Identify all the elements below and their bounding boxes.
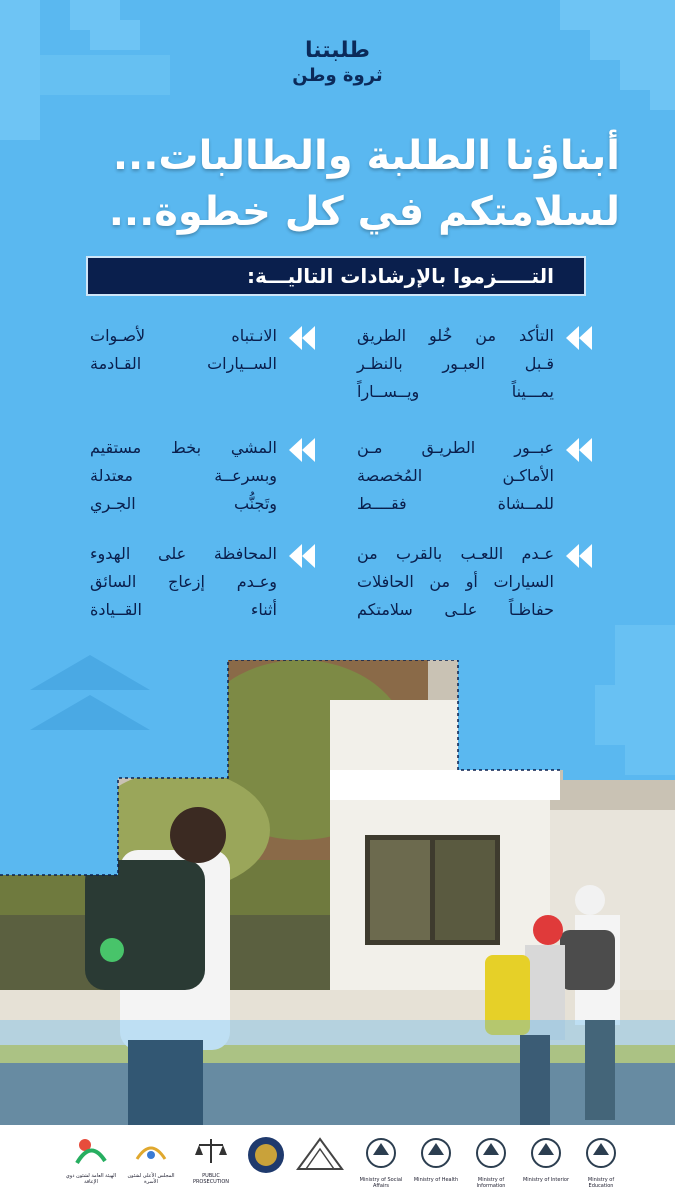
scales-icon [193, 1135, 229, 1167]
tip-right-3 [357, 540, 592, 624]
tip-left-2-line2: وبسرعــة معتدلة [90, 466, 277, 485]
family-council-logo-icon [133, 1135, 169, 1167]
instructions-banner: التـــــزموا بالإرشادات التاليـــة: [88, 258, 584, 294]
sponsor-logos [0, 1125, 675, 1200]
double-arrow-icon [566, 326, 592, 350]
tip-left-1-line1: الانـتباه لأصـوات [90, 326, 277, 345]
headline-line1: أبناؤنا الطلبة والطالبات... [112, 133, 620, 179]
headline [109, 128, 620, 240]
logo-text: Ministry of Interior [522, 1177, 570, 1183]
tip-left-1 [90, 322, 315, 378]
tip-left-2 [90, 434, 315, 518]
headline-line2: لسلامتكم في كل خطوة... [108, 189, 620, 235]
tip-left-3-line1: المحافظة على الهدوء [90, 544, 277, 563]
logo-text: المجلس الأعلى لشئون الأسرة [127, 1173, 175, 1185]
logo-text: PUBLIC PROSECUTION [192, 1173, 230, 1185]
logo-text: Ministry of Health [413, 1177, 459, 1183]
double-arrow-icon [566, 544, 592, 568]
logo-ministry-information [465, 1135, 517, 1191]
logo-text: Ministry of Social Affairs [359, 1177, 403, 1189]
kuwait-emblem-icon [473, 1135, 509, 1171]
tip-right-2-line2: الأماكـن المُخصصة [357, 466, 554, 485]
logo-police [240, 1135, 292, 1191]
logo-ministry-social-affairs [355, 1135, 407, 1191]
logo-disability-affairs [65, 1135, 117, 1191]
tip-left-1-line2: الســيارات القـادمة [90, 354, 277, 373]
tip-right-1-line3: يمـــيناً ويــســاراً [357, 382, 554, 401]
logo-text: الهيئة العامة لشئون ذوي الإعاقة [65, 1173, 117, 1185]
tip-right-2-line1: عبــور الطريـق مـن [357, 438, 554, 457]
tip-right-1-line2: قـبل العبـور بالنظـر [357, 354, 554, 373]
logo-public-prosecution [185, 1135, 237, 1191]
police-badge-icon [246, 1135, 286, 1175]
campaign-logo-line2: ثروة وطن [292, 65, 383, 86]
logo-ministry-education [575, 1135, 627, 1191]
kuwait-emblem-icon [363, 1135, 399, 1171]
tip-left-3-line2: وعـدم إزعاج السائق [90, 572, 277, 591]
tip-right-3-line1: عـدم اللعـب بالقرب من [357, 544, 554, 563]
double-arrow-icon [566, 438, 592, 462]
campaign-logo-line1: طلبتنا [305, 38, 370, 63]
students-walking-photo [0, 660, 675, 1140]
double-arrow-icon [289, 326, 315, 350]
tip-right-1-line1: التأكد من خُلو الطريق [357, 326, 554, 345]
campaign-logo [0, 38, 675, 88]
double-arrow-icon [289, 438, 315, 462]
logo-ministry-health [410, 1135, 462, 1191]
logo-ministry-interior [520, 1135, 572, 1191]
tip-left-2-line3: وتَجنُّب الجـري [90, 494, 277, 513]
tip-right-2-line3: للمــشاة فقــــط [357, 494, 554, 513]
tip-left-2-line1: المشي بخط مستقيم [90, 438, 277, 457]
logo-text: Ministry of Education [587, 1177, 615, 1189]
kuwait-emblem-icon [583, 1135, 619, 1171]
tip-left-3-line3: أثناء القــيادة [90, 600, 277, 619]
tip-right-1 [357, 322, 592, 406]
tip-right-2 [357, 434, 592, 518]
kuwait-emblem-icon [418, 1135, 454, 1171]
logo-family-council [125, 1135, 177, 1191]
sail-logo-icon [292, 1135, 348, 1175]
kuwait-emblem-icon [528, 1135, 564, 1171]
logo-text: Ministry of Information [476, 1177, 506, 1189]
logo-kuwait-foundation [290, 1135, 350, 1191]
tip-right-3-line3: حفاظـاً علـى سلامتكم [357, 600, 554, 619]
tip-left-3 [90, 540, 315, 624]
tip-right-3-line2: السيارات أو من الحافلات [357, 572, 554, 591]
disability-logo-icon [73, 1135, 109, 1167]
double-arrow-icon [289, 544, 315, 568]
